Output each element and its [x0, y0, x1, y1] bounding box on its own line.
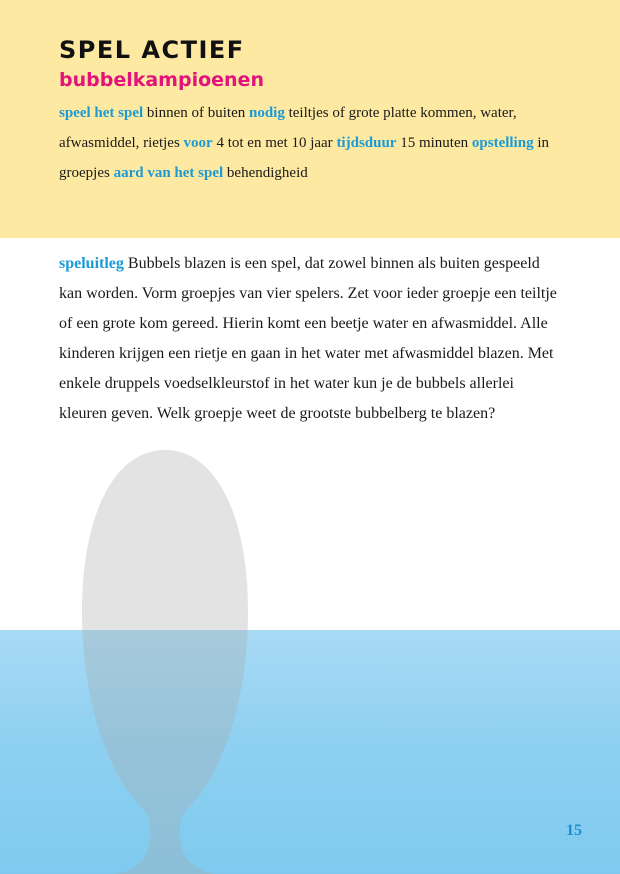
meta-value-tijdsduur: 15 minuten [396, 135, 472, 151]
meta-value-opstelling: in groepjes [59, 135, 549, 181]
meta-label-aard: aard van het spel [113, 165, 224, 181]
meta-label-voor: voor [183, 135, 213, 151]
game-meta [59, 98, 559, 188]
game-name: bubbelkampioenen [59, 69, 264, 91]
meta-label-tijdsduur: tijdsduur [336, 135, 397, 151]
page-title: SPEL ACTIEF [59, 36, 245, 64]
meta-label-opstelling: opstelling [471, 135, 534, 151]
water-background [0, 630, 620, 874]
explanation-label: speluitleg [59, 255, 124, 272]
meta-value-aard: behendigheid [223, 165, 308, 181]
game-explanation [59, 249, 564, 429]
page-number: 15 [566, 822, 582, 839]
meta-label-spel: speel het spel [59, 105, 144, 121]
meta-value-voor: 4 tot en met 10 jaar [212, 135, 337, 151]
meta-value-spel: binnen of buiten [143, 105, 249, 121]
meta-label-nodig: nodig [249, 105, 285, 121]
meta-value-nodig: teiltjes of grote platte kommen, water, afwasmiddel, rietjes [59, 105, 517, 151]
explanation-text: Bubbels blazen is een spel, dat zowel binnen als buiten gespeeld kan worden. Vorm groepjes van vier spelers. Zet voor ieder groepje een teiltje of een grote kom gereed. Hierin komt een beetje water en afwasmiddel. Alle kinderen krijgen een rietje en gaan in het water met afwasmiddel blazen. Met enkele druppels voedselkleurstof in het water kun je de bubbels allerlei kleuren geven. Welk groepje weet de grootste bubbelberg te blazen? [59, 255, 557, 422]
